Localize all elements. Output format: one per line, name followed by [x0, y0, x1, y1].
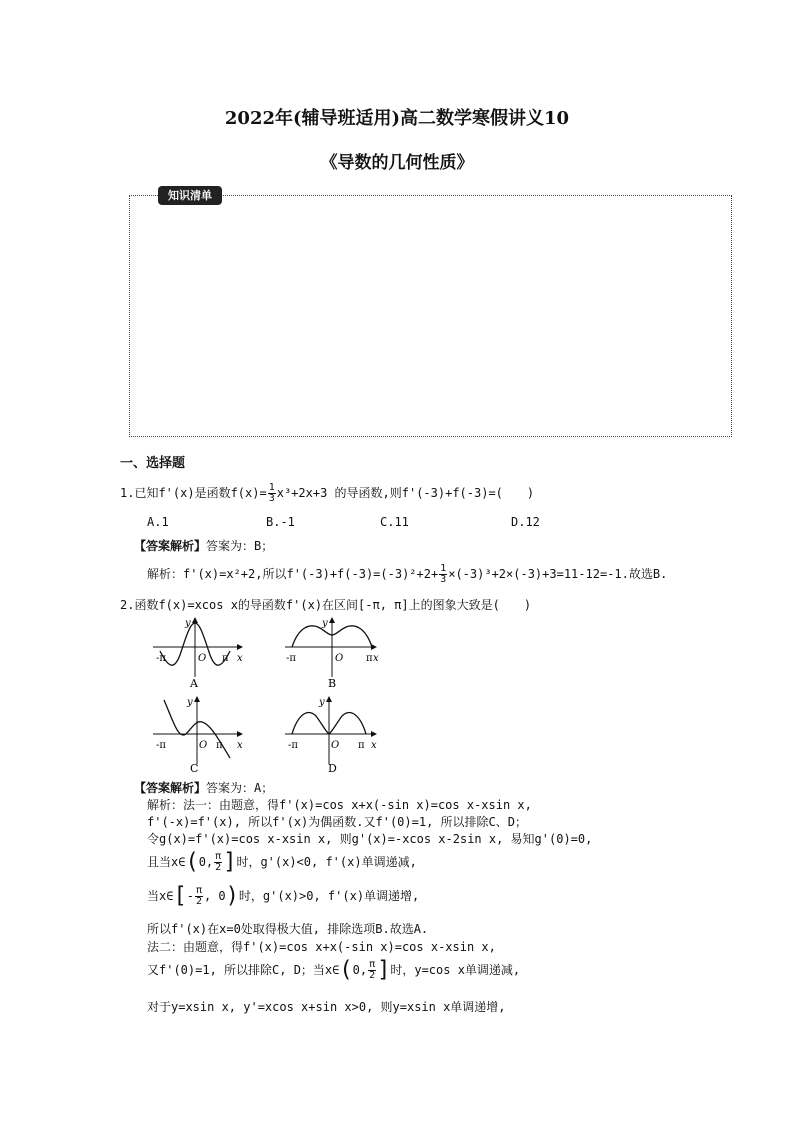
graph-b: [282, 615, 382, 690]
knowledge-tag: 知识清单: [158, 186, 222, 205]
q2-l4-fraction: [214, 852, 222, 873]
q2-l4-prefix: 且当x∈: [147, 855, 186, 869]
q2-stem: 2.函数f(x)=xcos x的导函数f'(x)在区间[-π, π]上的图象大致是( ): [120, 598, 532, 612]
q1-answer: [134, 537, 273, 554]
graph-c-y-label: y: [187, 697, 193, 708]
q1-sol-b: ×(-3)³+2×(-3)+3=11-12=-1.故选B.: [448, 567, 668, 581]
graph-b-pi-label: π: [366, 653, 373, 664]
graph-c: [150, 694, 250, 774]
q2-sol-line-5: 当x∈[- $\frac{\pi}{2}$ , 0)时，g'(x)>0, f'(x)单调递增,: [147, 883, 420, 909]
graph-b-y-label: y: [322, 618, 328, 629]
graph-c-pi-label: π: [216, 740, 223, 751]
q1-frac-den: 3: [268, 493, 275, 504]
q2-l8-frac-den: 2: [369, 970, 376, 981]
q1-answer-label: 【答案解析】: [134, 539, 207, 553]
graph-a-origin-label: O: [198, 653, 207, 664]
q1-stem-b: x³+2x+3 的导函数,则f'(-3)+f(-3)=( ): [276, 486, 535, 500]
q2-l4-frac-den: 2: [215, 862, 222, 873]
q1-option-d: D.12: [511, 515, 540, 529]
q2-sol-line-8: 又f'(0)=1, 所以排除C, D；当x∈(0, $\frac{\pi}{2}$ ]时，y=cos x单调递减,: [147, 957, 521, 983]
q2-l5-prefix: 当x∈: [147, 889, 174, 903]
q2-sol-line-2: f'(-x)=f'(x), 所以f'(x)为偶函数.又f'(0)=1, 所以排除C、D；: [147, 815, 527, 829]
q2-sol-line-6: 所以f'(x)在x=0处取得极大值, 排除选项B.故选A.: [147, 922, 429, 936]
graph-a-pi-label: π: [222, 653, 229, 664]
q2-l5-suffix: 时，g'(x)>0, f'(x)单调递增,: [238, 889, 420, 903]
q1-option-a: A.1: [147, 515, 169, 529]
q2-sol-line-3: 令g(x)=f'(x)=cos x-xsin x, 则g'(x)=-xcos x-2sin x, 易知g'(0)=0,: [147, 832, 593, 846]
q1-sol-fraction: [439, 564, 447, 585]
q2-l8-suffix: 时，y=cos x单调递减,: [390, 963, 521, 977]
q2-l8-frac-num: π: [369, 959, 376, 970]
graph-a-neg-pi-label: -π: [156, 653, 166, 664]
graph-b-origin-label: O: [335, 653, 344, 664]
q1-option-b: B.-1: [266, 515, 295, 529]
q1-sol-frac-den: 3: [440, 574, 447, 585]
q2-l5-frac-den: 2: [195, 896, 202, 907]
graph-a-y-label: y: [185, 618, 191, 629]
q2-l8-interval: 0,: [352, 963, 368, 977]
graph-c-origin-label: O: [199, 740, 208, 751]
graph-c-x-label: x: [237, 740, 243, 751]
q2-l4-frac-num: π: [215, 851, 222, 862]
q1-stem: [120, 483, 534, 504]
q2-sol-line-4: 且当x∈(0, $\frac{\pi}{2}$ ]时，g'(x)<0, f'(x)单调递减,: [147, 849, 417, 875]
q2-answer-label: 【答案解析】: [134, 781, 207, 795]
q2-sol-line-1: 解析：法一：由题意，得f'(x)=cos x+x(-sin x)=cos x-xsin x,: [147, 798, 532, 812]
section-heading: 一、选择题: [120, 456, 186, 471]
q2-l5-fraction: [195, 886, 203, 907]
q2-l5-frac-num: π: [195, 885, 202, 896]
q1-sol-frac-num: 1: [440, 563, 447, 574]
q2-l4-interval: 0,: [198, 855, 214, 869]
q1-sol-a: 解析：f'(x)=x²+2,所以f'(-3)+f(-3)=(-3)²+2+: [147, 567, 439, 581]
page-subtitle: 《导数的几何性质》: [320, 153, 474, 173]
knowledge-box: [129, 195, 732, 437]
q1-frac-num: 1: [268, 482, 275, 493]
q2-sol-line-7: 法二：由题意，得f'(x)=cos x+x(-sin x)=cos x-xsin x,: [147, 940, 496, 954]
graph-b-caption: B: [328, 677, 337, 690]
q2-l4-suffix: 时，g'(x)<0, f'(x)单调递减,: [236, 855, 417, 869]
graph-b-neg-pi-label: -π: [286, 653, 296, 664]
q1-fraction: [268, 483, 276, 504]
q2-l8-prefix: 又f'(0)=1, 所以排除C, D；当x∈: [147, 963, 340, 977]
q2-sol-line-9: 对于y=xsin x, y'=xcos x+sin x>0, 则y=xsin x单调递增,: [147, 1000, 506, 1014]
graph-a-x-label: x: [237, 653, 243, 664]
graph-d-x-label: x: [371, 740, 377, 751]
graph-d-y-label: y: [319, 697, 325, 708]
q2-l5-interval: , 0: [203, 889, 226, 903]
graph-b-x-label: x: [373, 653, 379, 664]
q1-solution: [147, 564, 667, 585]
page-title: 2022年(辅导班适用)高二数学寒假讲义10: [224, 108, 570, 129]
q2-l5-minus: -: [186, 889, 194, 903]
q2-l8-fraction: [368, 960, 376, 981]
q2-answer-text: 答案为：A；: [206, 781, 274, 795]
graph-d-caption: D: [328, 762, 337, 774]
graph-d-neg-pi-label: -π: [288, 740, 298, 751]
graph-c-neg-pi-label: -π: [156, 740, 166, 751]
q1-option-c: C.11: [380, 515, 409, 529]
graph-d-pi-label: π: [358, 740, 365, 751]
graph-c-caption: C: [190, 762, 199, 774]
graph-a: [150, 615, 250, 690]
q1-stem-a: 1.已知f'(x)是函数f(x)=: [120, 486, 267, 500]
graph-d: [282, 694, 382, 774]
q2-answer: [134, 779, 273, 796]
q1-answer-text: 答案为：B；: [206, 539, 274, 553]
graph-d-origin-label: O: [331, 740, 340, 751]
graph-a-caption: A: [190, 677, 198, 690]
